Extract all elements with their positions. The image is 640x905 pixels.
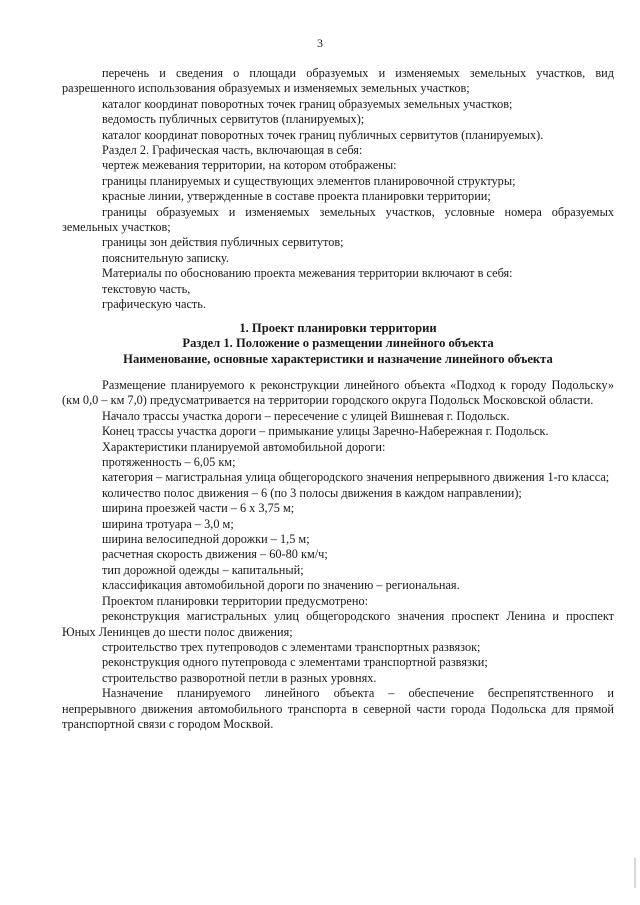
- heading-1: 1. Проект планировки территории: [239, 321, 437, 335]
- materials-list: [62, 66, 614, 313]
- spec-line: Проектом планировки территории предусмотрено:: [102, 593, 369, 608]
- category-paragraph: категория – магистральная улица общегородского значения непрерывного движения 1-го класса;: [102, 470, 610, 485]
- list-item: графическую часть.: [102, 297, 206, 312]
- list-item: земельных участков;: [62, 220, 171, 235]
- spec-line: ширина велосипедной дорожки – 1,5 м;: [102, 532, 310, 547]
- works-line: строительство разворотной петли в разных уровнях.: [102, 670, 377, 685]
- list-item: границы образуемых и изменяемых земельных участков, условные номера образуемых: [102, 204, 614, 219]
- list-item: красные линии, утвержденные в составе проекта планировки территории;: [102, 189, 491, 204]
- object-description: [62, 378, 614, 732]
- works-line: реконструкция одного путепровода с элементами транспортной развязки;: [102, 655, 488, 670]
- spec-line: ширина тротуара – 3,0 м;: [102, 516, 234, 531]
- list-item: границы зон действия публичных сервитутов;: [102, 235, 344, 250]
- list-item: Материалы по обоснованию проекта межевания территории включают в себя:: [102, 266, 513, 281]
- section-heading-block: [62, 321, 614, 367]
- spec-line: ширина проезжей части – 6 х 3,75 м;: [102, 501, 295, 516]
- list-item: ведомость публичных сервитутов (планируемых);: [102, 112, 365, 127]
- text-line: протяженность – 6,05 км;: [102, 455, 236, 470]
- spec-line: количество полос движения – 6 (по 3 полосы движения в каждом направлении);: [102, 485, 522, 500]
- placement-paragraph: Размещение планируемого к реконструкции линейного объекта «Подход к городу Подольску» (км 0,0 – км 7,0) предусматривается на территории городского округа Подольск Московской области.: [62, 378, 614, 408]
- list-item: текстовую часть,: [102, 281, 191, 296]
- works-line: строительство трех путепроводов с элементами транспортных развязок;: [102, 639, 481, 654]
- heading-3: Наименование, основные характеристики и назначение линейного объекта: [123, 351, 553, 366]
- section-2-title: Раздел 2. Графическая часть, включающая в себя:: [102, 143, 363, 158]
- list-item: перечень и сведения о площади образуемых и изменяемых земельных участков, вид: [102, 66, 614, 80]
- text-line: Характеристики планируемой автомобильной дороги:: [102, 439, 386, 454]
- list-item: пояснительную записку.: [102, 250, 229, 265]
- heading-2: Раздел 1. Положение о размещении линейного объекта: [182, 336, 494, 351]
- spec-line: тип дорожной одежды – капитальный;: [102, 562, 304, 577]
- purpose-paragraph: Назначение планируемого линейного объекта – обеспечение беспрепятственного и непрерывного движения автомобильного транспорта в северной части города Подольска для прямой транспортной связи с городом Москвой.: [62, 686, 614, 731]
- list-item: каталог координат поворотных точек границ образуемых земельных участков;: [102, 96, 513, 111]
- list-item: границы планируемых и существующих элементов планировочной структуры;: [102, 173, 516, 188]
- spec-line: классификация автомобильной дороги по значению – региональная.: [102, 578, 460, 593]
- spec-line: расчетная скорость движения – 60-80 км/ч;: [102, 547, 328, 562]
- text-line: Начало трассы участка дороги – пересечение с улицей Вишневая г. Подольск.: [102, 408, 510, 423]
- list-item: каталог координат поворотных точек границ публичных сервитутов (планируемых).: [102, 127, 544, 142]
- scan-edge-mark: [634, 858, 636, 888]
- reconstruction-paragraph: реконструкция магистральных улиц общегородского значения проспект Ленина и проспект Юных Ленинцев до шести полос движения;: [62, 609, 614, 639]
- text-line: Конец трассы участка дороги – примыкание улицы Заречно-Набережная г. Подольск.: [102, 424, 549, 439]
- list-item: чертеж межевания территории, на котором отображены:: [102, 158, 397, 173]
- page-number: 3: [317, 36, 323, 50]
- list-item: разрешенного использования образуемых и изменяемых земельных участков;: [62, 81, 470, 96]
